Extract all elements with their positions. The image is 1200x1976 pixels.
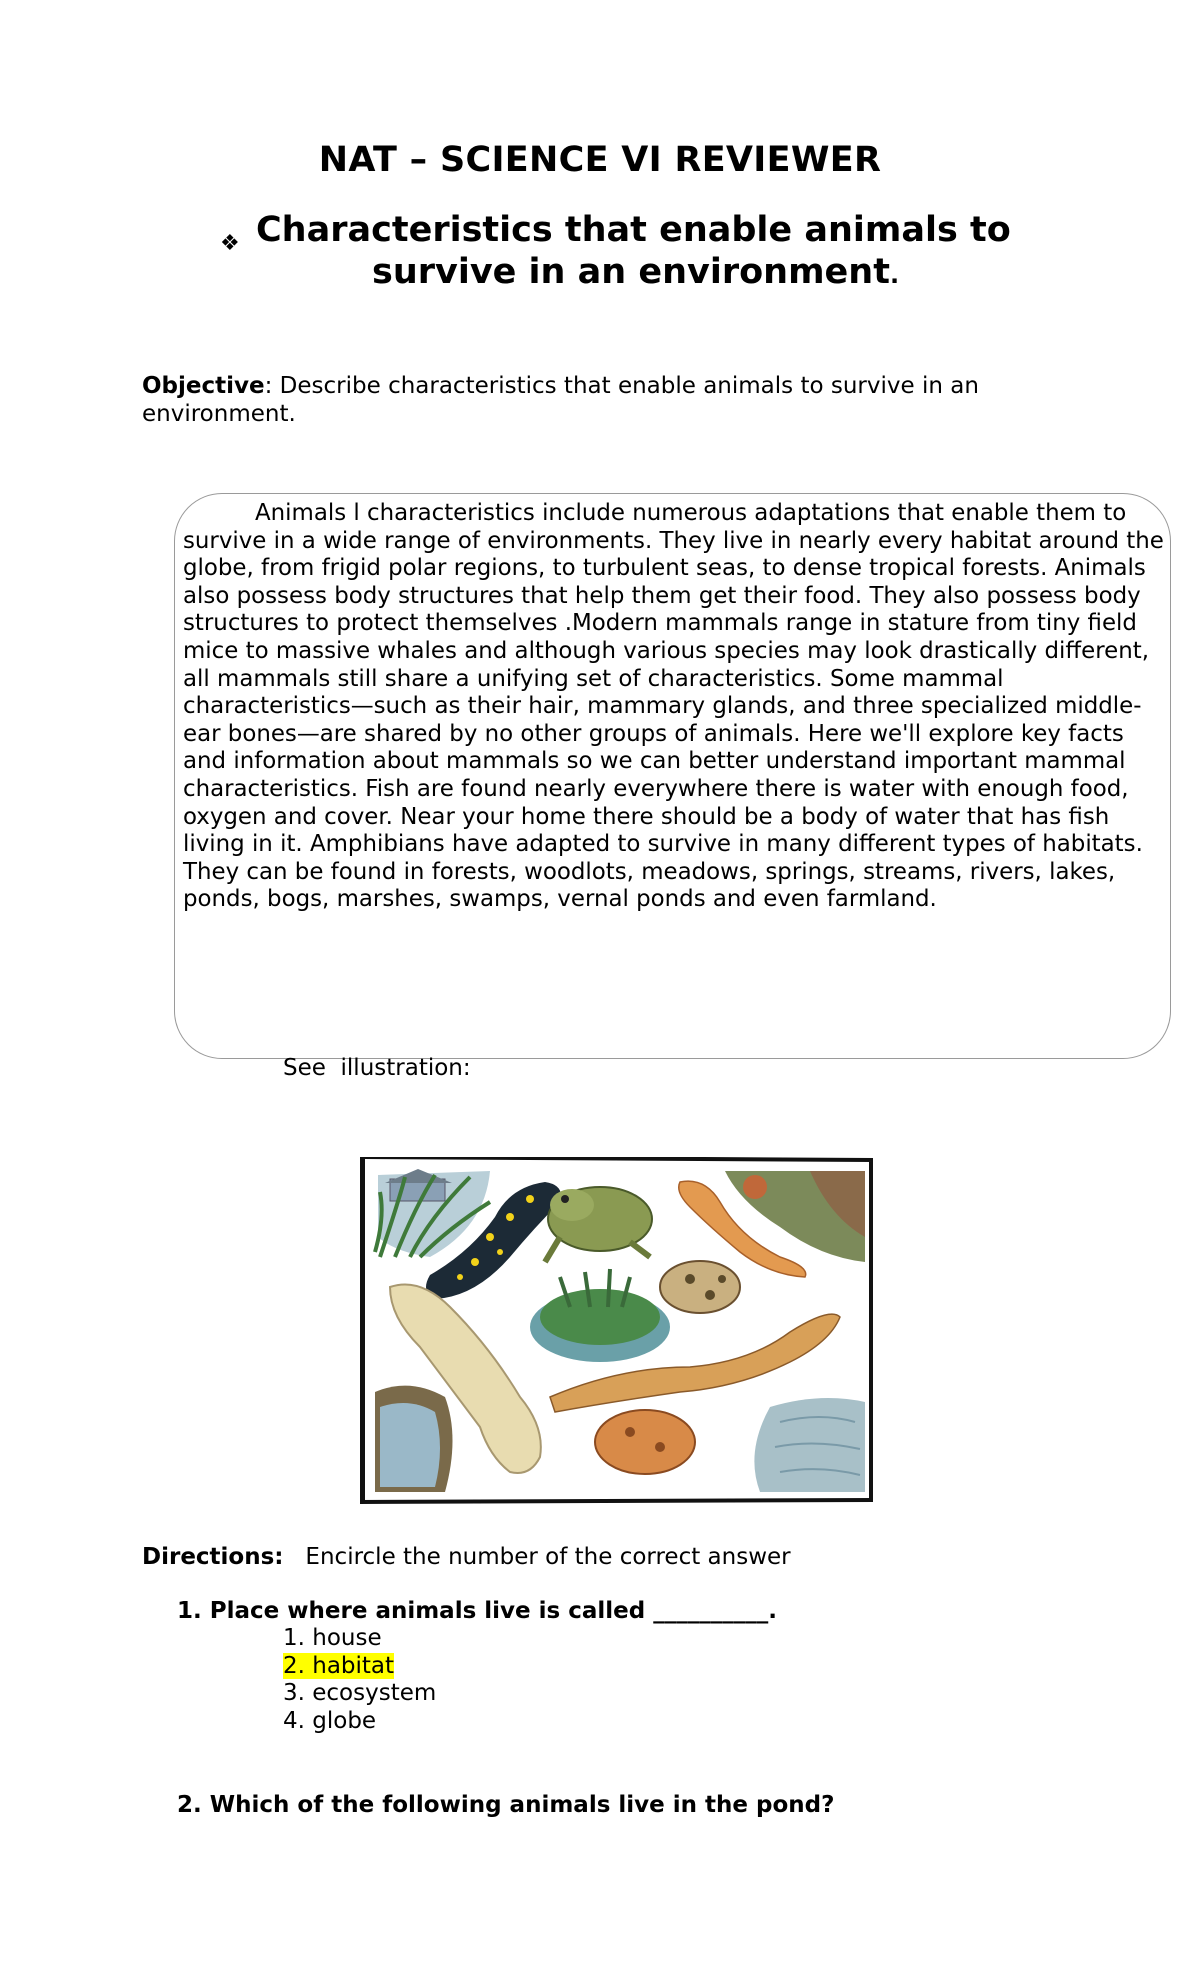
see-illustration-label: See illustration: bbox=[283, 1055, 471, 1081]
question-2 bbox=[177, 1792, 834, 1818]
amphibians-illustration bbox=[360, 1157, 873, 1504]
objective-label: Objective bbox=[142, 373, 265, 399]
question-1-choices bbox=[283, 1625, 436, 1735]
topic-line-2: survive in an environment bbox=[372, 252, 890, 292]
question-1-number: 1. bbox=[177, 1598, 202, 1624]
objective bbox=[142, 372, 1042, 428]
choice-1-1[interactable]: 1. house bbox=[283, 1625, 382, 1651]
topic-line-1: Characteristics that enable animals to bbox=[256, 210, 1011, 250]
directions-text: Encircle the number of the correct answer bbox=[283, 1544, 791, 1570]
question-1-text: Place where animals live is called __________. bbox=[209, 1598, 777, 1624]
question-1 bbox=[177, 1598, 777, 1624]
diamond-bullet-icon: ❖ bbox=[220, 231, 240, 256]
directions bbox=[142, 1544, 791, 1570]
choice-1-2-highlighted[interactable]: 2. habitat bbox=[283, 1652, 395, 1679]
topic-heading bbox=[220, 209, 1040, 296]
directions-label: Directions: bbox=[142, 1544, 284, 1570]
choice-1-4[interactable]: 4. globe bbox=[283, 1707, 377, 1734]
choice-1-3[interactable]: 3. ecosystem bbox=[283, 1680, 437, 1706]
topic-period: . bbox=[889, 261, 900, 289]
page-title: NAT – SCIENCE VI REVIEWER bbox=[318, 140, 882, 180]
objective-text: : Describe characteristics that enable animals to survive in an environment. bbox=[142, 373, 979, 427]
question-2-text: Which of the following animals live in the pond? bbox=[209, 1792, 835, 1818]
info-paragraph: Animals l characteristics include numerous adaptations that enable them to survive in a wide range of environments. They live in nearly every habitat around the globe, from frigid polar regions, to turbulent seas, to dense tropical forests. Animals also possess body structures that help them get their food. They also possess body structures to protect themselves .Modern mammals range in stature from tiny field mice to massive whales and although various species may look drastically different, all mammals still share a unifying set of characteristics. Some mammal characteristics—such as their hair, mammary glands, and three specialized middle-ear bones—are shared by no other groups of animals. Here we'll explore key facts and information about mammals so we can better understand important mammal characteristics. Fish are found nearly everywhere there is water with enough food, oxygen and cover. Near your home there should be a body of water that has fish living in it. Amphibians have adapted to survive in many different types of habitats. They can be found in forests, woodlots, meadows, springs, streams, rivers, lakes, ponds, bogs, marshes, swamps, vernal ponds and even farmland. bbox=[183, 500, 1164, 913]
question-2-number: 2. bbox=[177, 1792, 202, 1818]
